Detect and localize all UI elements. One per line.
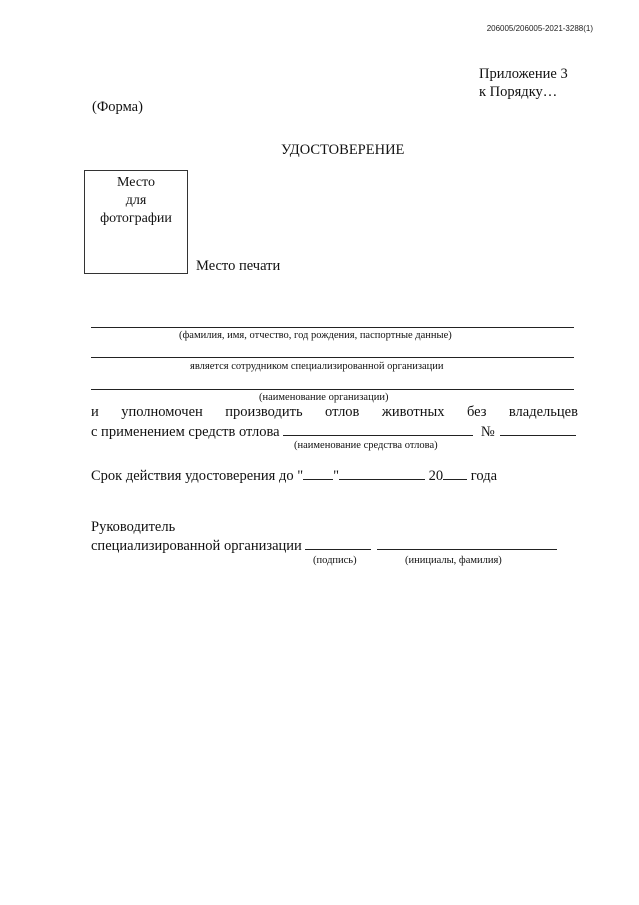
organization-caption: (наименование организации) [259,392,389,403]
authorization-word: уполномочен [121,404,203,420]
authorization-word: владельцев [508,404,578,420]
validity-quote-close: " [333,468,340,484]
name-caption: (инициалы, фамилия) [405,555,502,566]
capture-number-blank[interactable] [500,423,576,436]
capture-means-row [91,423,576,441]
validity-year-prefix: 20 [428,468,444,484]
authorization-text [91,404,578,421]
document-title: УДОСТОВЕРЕНИЕ [281,142,405,158]
authorization-word: производить [225,404,303,420]
name-blank[interactable] [377,537,557,550]
authorization-word: животных [381,404,445,420]
validity-row [91,467,497,485]
authorization-word: отлов [325,404,360,420]
capture-means-text: с применением средств отлова [91,424,280,440]
document-id: 206005/206005-2021-3288(1) [486,24,593,33]
annex-line-1: Приложение 3 [479,66,568,82]
validity-year-suffix: года [470,468,498,484]
signature-blank[interactable] [305,537,371,550]
annex-reference [479,65,568,101]
seal-place-label: Место печати [196,258,281,274]
employee-caption: является сотрудником специализированной организации [190,361,444,372]
organization-line [91,389,574,390]
photo-label-line-3: фотографии [100,211,172,226]
annex-line-2: к Порядку… [479,84,558,100]
person-details-line [91,327,574,328]
validity-prefix: Срок действия удостоверения до " [91,468,304,484]
signature-caption: (подпись) [313,555,357,566]
capture-means-caption: (наименование средства отлова) [294,440,438,451]
number-sign: № [480,424,495,440]
employee-line [91,357,574,358]
validity-month-blank[interactable] [339,467,425,480]
photo-label-line-1: Место [117,175,155,190]
validity-day-blank[interactable] [303,467,333,480]
validity-year-blank[interactable] [443,467,467,480]
form-label: (Форма) [92,99,143,115]
photo-placeholder-label [85,174,187,228]
person-details-caption: (фамилия, имя, отчество, год рождения, паспортные данные) [179,330,452,341]
signatory-row [91,537,557,555]
photo-placeholder [84,170,188,274]
authorization-word: и [91,404,99,420]
capture-means-blank[interactable] [283,423,473,436]
signatory-title-line-1: Руководитель [91,519,176,535]
photo-label-line-2: для [125,193,147,208]
authorization-word: без [466,404,487,420]
signatory-title-line-2: специализированной организации [91,538,302,554]
